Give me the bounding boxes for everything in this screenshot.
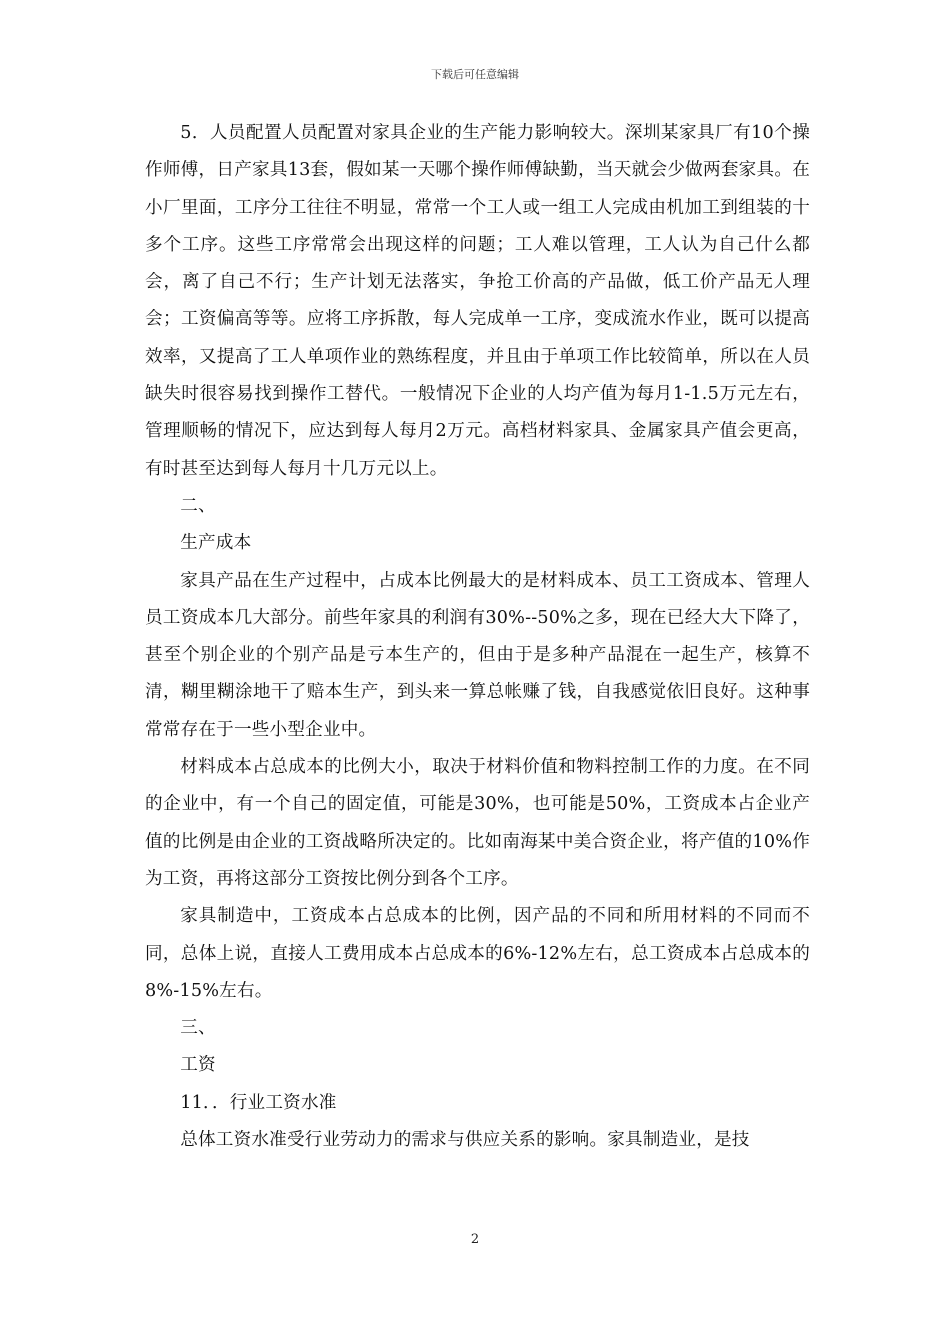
page-number: 2 <box>470 1232 480 1247</box>
section-title-wages: 工资 <box>180 1055 216 1076</box>
subsection-title-industry-wage: 11．．行业工资水准 <box>180 1092 337 1113</box>
document-body <box>145 115 810 1159</box>
paragraph-cost-overview: 家具产品在生产过程中，占成本比例最大的是材料成本、员工工资成本、管理人员工资成本几大部分。前些年家具的利润有30%--50%之多，现在已经大大下降了，甚至个别企业的个别产品是亏本生产的，但由于是多种产品混在一起生产，核算不清，糊里糊涂地干了赔本生产，到头来一算总帐赚了钱，自我感觉依旧良好。这种事常常存在于一些小型企业中。 <box>145 570 810 740</box>
paragraph-wage-cost: 家具制造中，工资成本占总成本的比例，因产品的不同和所用材料的不同而不同，总体上说，直接人工费用成本占总成本的6%-12%左右，总工资成本占总成本的8%-15%左右。 <box>145 906 810 1001</box>
section-title-production-cost: 生产成本 <box>180 533 252 554</box>
paragraph-material-cost: 材料成本占总成本的比例大小，取决于材料价值和物料控制工作的力度。在不同的企业中，有一个自己的固定值，可能是30%，也可能是50%，工资成本占企业产值的比例是由企业的工资战略所决定的。比如南海某中美合资企业，将产值的10%作为工资，再将这部分工资按比例分到各个工序。 <box>145 757 810 889</box>
section-number-two: 二、 <box>180 495 216 516</box>
page-header: 下载后可任意编辑 <box>431 68 519 81</box>
section-number-three: 三、 <box>180 1018 216 1039</box>
paragraph-wage-level: 总体工资水准受行业劳动力的需求与供应关系的影响。家具制造业，是技 <box>180 1130 750 1151</box>
paragraph-staffing: 5．人员配置人员配置对家具企业的生产能力影响较大。深圳某家具厂有10个操作师傅，日产家具13套，假如某一天哪个操作师傅缺勤，当天就会少做两套家具。在小厂里面，工序分工往往不明显，常常一个工人或一组工人完成由机加工到组装的十多个工序。这些工序常常会出现这样的问题；工人难以管理，工人认为自己什么都会，离了自己不行；生产计划无法落实，争抢工价高的产品做，低工价产品无人理会；工资偏高等等。应将工序拆散，每人完成单一工序，变成流水作业，既可以提高效率，又提高了工人单项作业的熟练程度，并且由于单项工作比较简单，所以在人员缺失时很容易找到操作工替代。一般情况下企业的人均产值为每月1-1.5万元左右，管理顺畅的情况下，应达到每人每月2万元。高档材料家具、金属家具产值会更高，有时甚至达到每人每月十几万元以上。 <box>145 123 810 479</box>
